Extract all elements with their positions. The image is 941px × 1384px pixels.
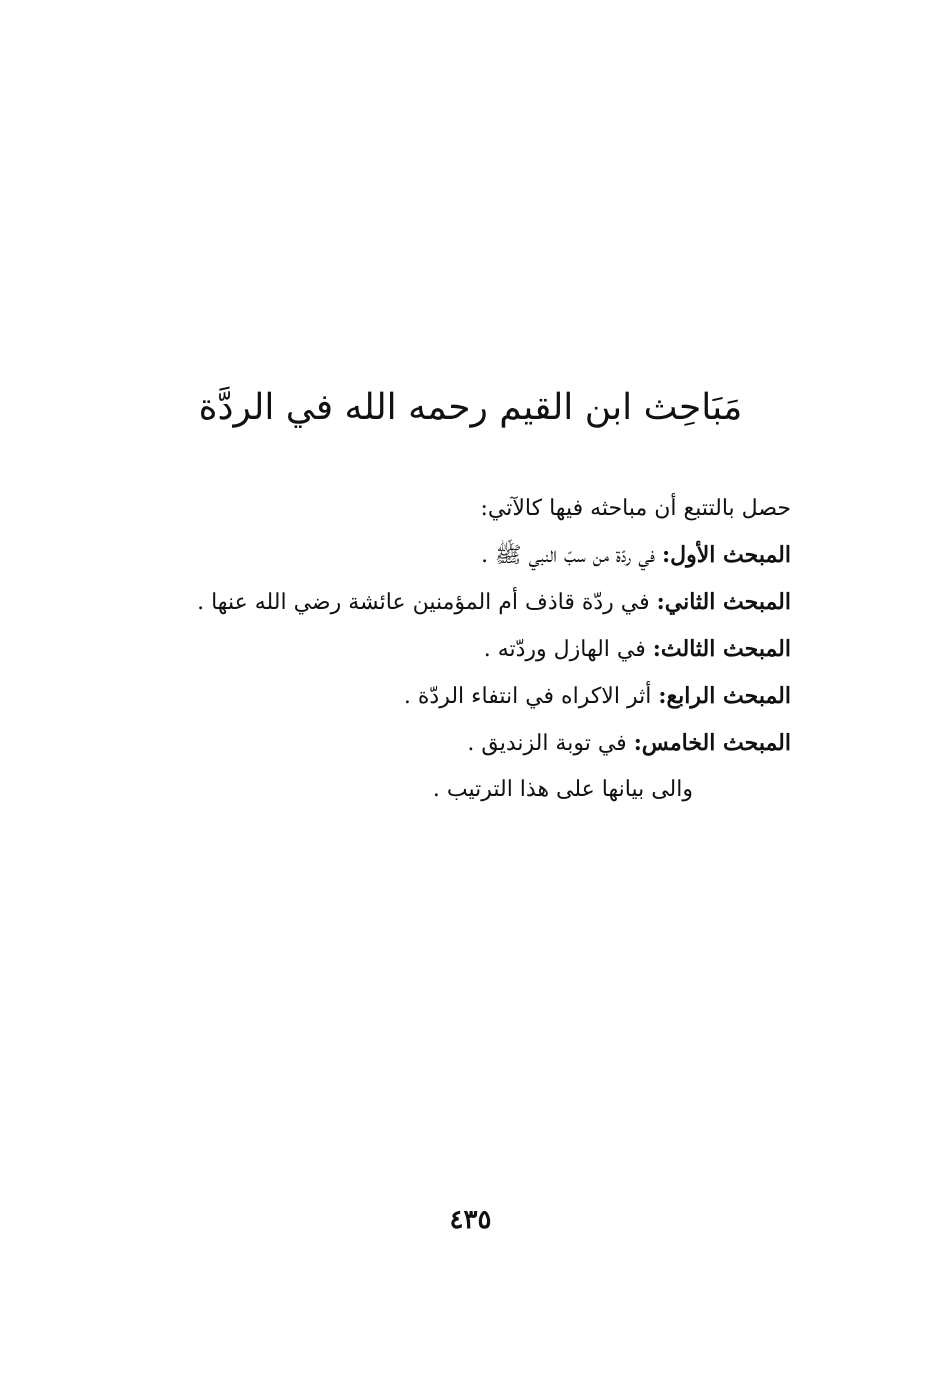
page-number: ٤٣٥	[449, 1205, 492, 1235]
section-line-1	[171, 532, 791, 579]
section-label-2: المبحث الثاني:	[656, 589, 791, 615]
section-text-5: في توبة الزنديق .	[467, 731, 627, 756]
section-line-5	[171, 720, 791, 767]
section-text-4: أثر الاكراه في انتفاء الردّة .	[403, 684, 652, 709]
chapter-body	[171, 486, 791, 813]
closing-line: والى بيانها على هذا الترتيب .	[432, 777, 693, 802]
intro-line: حصل بالتتبع أن مباحثه فيها كالآتي:	[480, 496, 791, 521]
chapter-title: مَبَاحِث ابن القيم رحمه الله في الردَّة	[198, 387, 743, 428]
section-label-3: المبحث الثالث:	[652, 636, 791, 662]
section-label-5: المبحث الخامس:	[633, 730, 791, 756]
section-label-4: المبحث الرابع:	[658, 683, 791, 709]
section-line-4	[171, 673, 791, 720]
section-text-2: في ردّة قاذف أم المؤمنين عائشة رضي الله عنها .	[197, 590, 650, 615]
section-text-3: في الهازل وردّته .	[483, 637, 646, 662]
section-line-2	[171, 579, 791, 626]
section-line-3	[171, 626, 791, 673]
section-text-1: في ردّة من سبّ النبي ﷺ .	[481, 543, 655, 568]
section-label-1: المبحث الأول:	[661, 542, 791, 568]
